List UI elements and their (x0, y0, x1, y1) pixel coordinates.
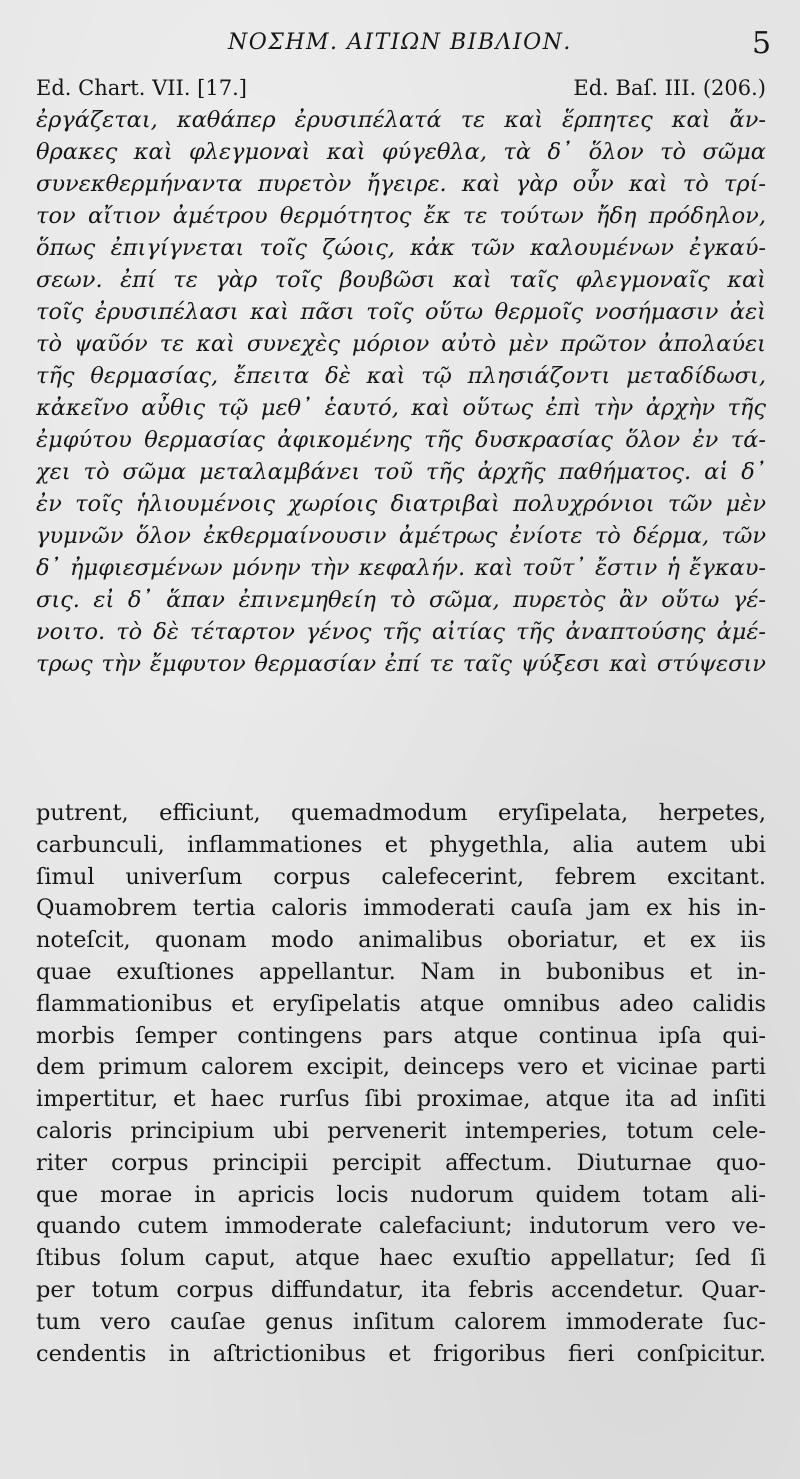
latin-text-line: Quamobrem tertia caloris immoderati cauſa jam ex his in- (36, 895, 766, 922)
greek-text-line: ἐν τοῖς ἡλιουμένοις χωρίοις διατριβαὶ πολυχρόνιοι τῶν μὲν (36, 491, 766, 517)
greek-text-line: γυμνῶν ὅλον ἐκθερμαίνουσιν ἀμέτρως ἐνίοτε τὸ δέρμα, τῶν (36, 523, 766, 549)
latin-text-line: dem primum calorem excipit, deinceps vero et vicinae parti (36, 1054, 766, 1081)
latin-text-line: putrent, efficiunt, quemadmodum eryſipelata, herpetes, (36, 800, 766, 826)
greek-text-line: τοῖς ἐρυσιπέλασι καὶ πᾶσι τοῖς οὕτω θερμοῖς νοσήμασιν ἀεὶ (36, 299, 766, 325)
greek-text-line: τὸ ψαῦόν τε καὶ συνεχὲς μόριον αὐτὸ μὲν πρῶτον ἀπολαύει (36, 331, 766, 357)
latin-text-line: carbunculi, inflammationes et phygethla, alia autem ubi (36, 831, 766, 858)
latin-text-line: riter corpus principii percipit affectum. Diuturnae quo- (36, 1149, 766, 1176)
greek-text-line: ὅπως ἐπιγίγνεται τοῖς ζώοις, κἀκ τῶν καλουμένων ἐγκαύ- (36, 235, 766, 261)
latin-text-line: noteſcit, quonam modo animalibus oboriatur, et ex iis (36, 927, 766, 954)
running-head (0, 26, 800, 66)
latin-text-line: flammationibus et eryſipelatis atque omnibus adeo calidis (36, 990, 766, 1017)
running-title: ΝΟΣΗΜ. ΑΙΤΙΩΝ ΒΙΒΛΙΟΝ. (228, 30, 572, 55)
latin-text-line: tum vero cauſae genus inſitum calorem immoderate ſuc- (36, 1308, 766, 1335)
greek-text-line: σις. εἰ δ᾽ ἅπαν ἐπινεμηθείη τὸ σῶμα, πυρετὸς ἂν οὕτω γέ- (36, 587, 766, 613)
greek-text-line: χει τὸ σῶμα μεταλαμβάνει τοῦ τῆς ἀρχῆς παθήματος. αἱ δ᾽ (36, 459, 766, 485)
greek-text-line: θρακες καὶ φλεγμοναὶ καὶ φύγεθλα, τὰ δ᾽ ὅλον τὸ σῶμα (36, 139, 766, 165)
edition-reference-right: Ed. Baſ. III. (206.) (573, 76, 766, 100)
latin-text-line: ſimul univerſum corpus calefecerint, febrem excitant. (36, 863, 766, 890)
latin-text-line: per totum corpus diffundatur, ita febris accendetur. Quar- (36, 1276, 766, 1303)
greek-text-line: τρως τὴν ἔμφυτον θερμασίαν ἐπί τε ταῖς ψύξεσι καὶ στύψεσιν (36, 651, 766, 677)
greek-text-line: νοιτο. τὸ δὲ τέταρτον γένος τῆς αἰτίας τῆς ἀναπτούσης ἀμέ- (36, 619, 766, 645)
greek-text-line: ἐμφύτου θερμασίας ἀφικομένης τῆς δυσκρασίας ὅλον ἐν τά- (36, 427, 766, 453)
latin-text-line: morbis ſemper contingens pars atque continua ipſa qui- (36, 1022, 766, 1049)
greek-text-line: ἐργάζεται, καθάπερ ἐρυσιπέλατά τε καὶ ἕρπητες καὶ ἄν- (36, 107, 766, 133)
greek-text-line: κἀκεῖνο αὖθις τῷ μεθ᾽ ἑαυτό, καὶ οὕτως ἐπὶ τὴν ἀρχὴν τῆς (36, 395, 766, 421)
edition-reference-left: Ed. Chart. VII. [17.] (36, 76, 247, 100)
latin-text-line: quae exuſtiones appellantur. Nam in bubonibus et in- (36, 958, 766, 985)
edition-reference-line (36, 76, 766, 106)
latin-text-block (36, 798, 766, 1370)
greek-text-line: συνεκθερμήναντα πυρετὸν ἤγειρε. καὶ γὰρ οὖν καὶ τὸ τρί- (36, 171, 766, 197)
greek-text-line: δ᾽ ἠμφιεσμένων μόνην τὴν κεφαλήν. καὶ τοῦτ᾽ ἔστιν ἡ ἔγκαυ- (36, 555, 766, 581)
greek-text-line: σεων. ἐπί τε γὰρ τοῖς βουβῶσι καὶ ταῖς φλεγμοναῖς καὶ (36, 267, 766, 293)
latin-text-line: cendentis in aſtrictionibus et frigoribus fieri conſpicitur. (36, 1340, 766, 1367)
greek-text-line: τον αἴτιον ἀμέτρου θερμότητος ἔκ τε τούτων ἤδη πρόδηλον, (36, 203, 766, 229)
greek-text-line: τῆς θερμασίας, ἔπειτα δὲ καὶ τῷ πλησιάζοντι μεταδίδωσι, (36, 363, 766, 389)
latin-text-line: quando cutem immoderate calefaciunt; indutorum vero ve- (36, 1213, 766, 1240)
latin-text-line: caloris principium ubi pervenerit intemperies, totum cele- (36, 1117, 766, 1144)
latin-text-line: ſtibus ſolum caput, atque haec exuſtio appellatur; ſed ſi (36, 1245, 766, 1272)
page-number: 5 (752, 26, 772, 61)
latin-text-line: impertitur, et haec rurſus ſibi proximae, atque ita ad inſiti (36, 1086, 766, 1113)
latin-text-line: que morae in apricis locis nudorum quidem totam ali- (36, 1181, 766, 1208)
greek-text-block (36, 104, 766, 680)
